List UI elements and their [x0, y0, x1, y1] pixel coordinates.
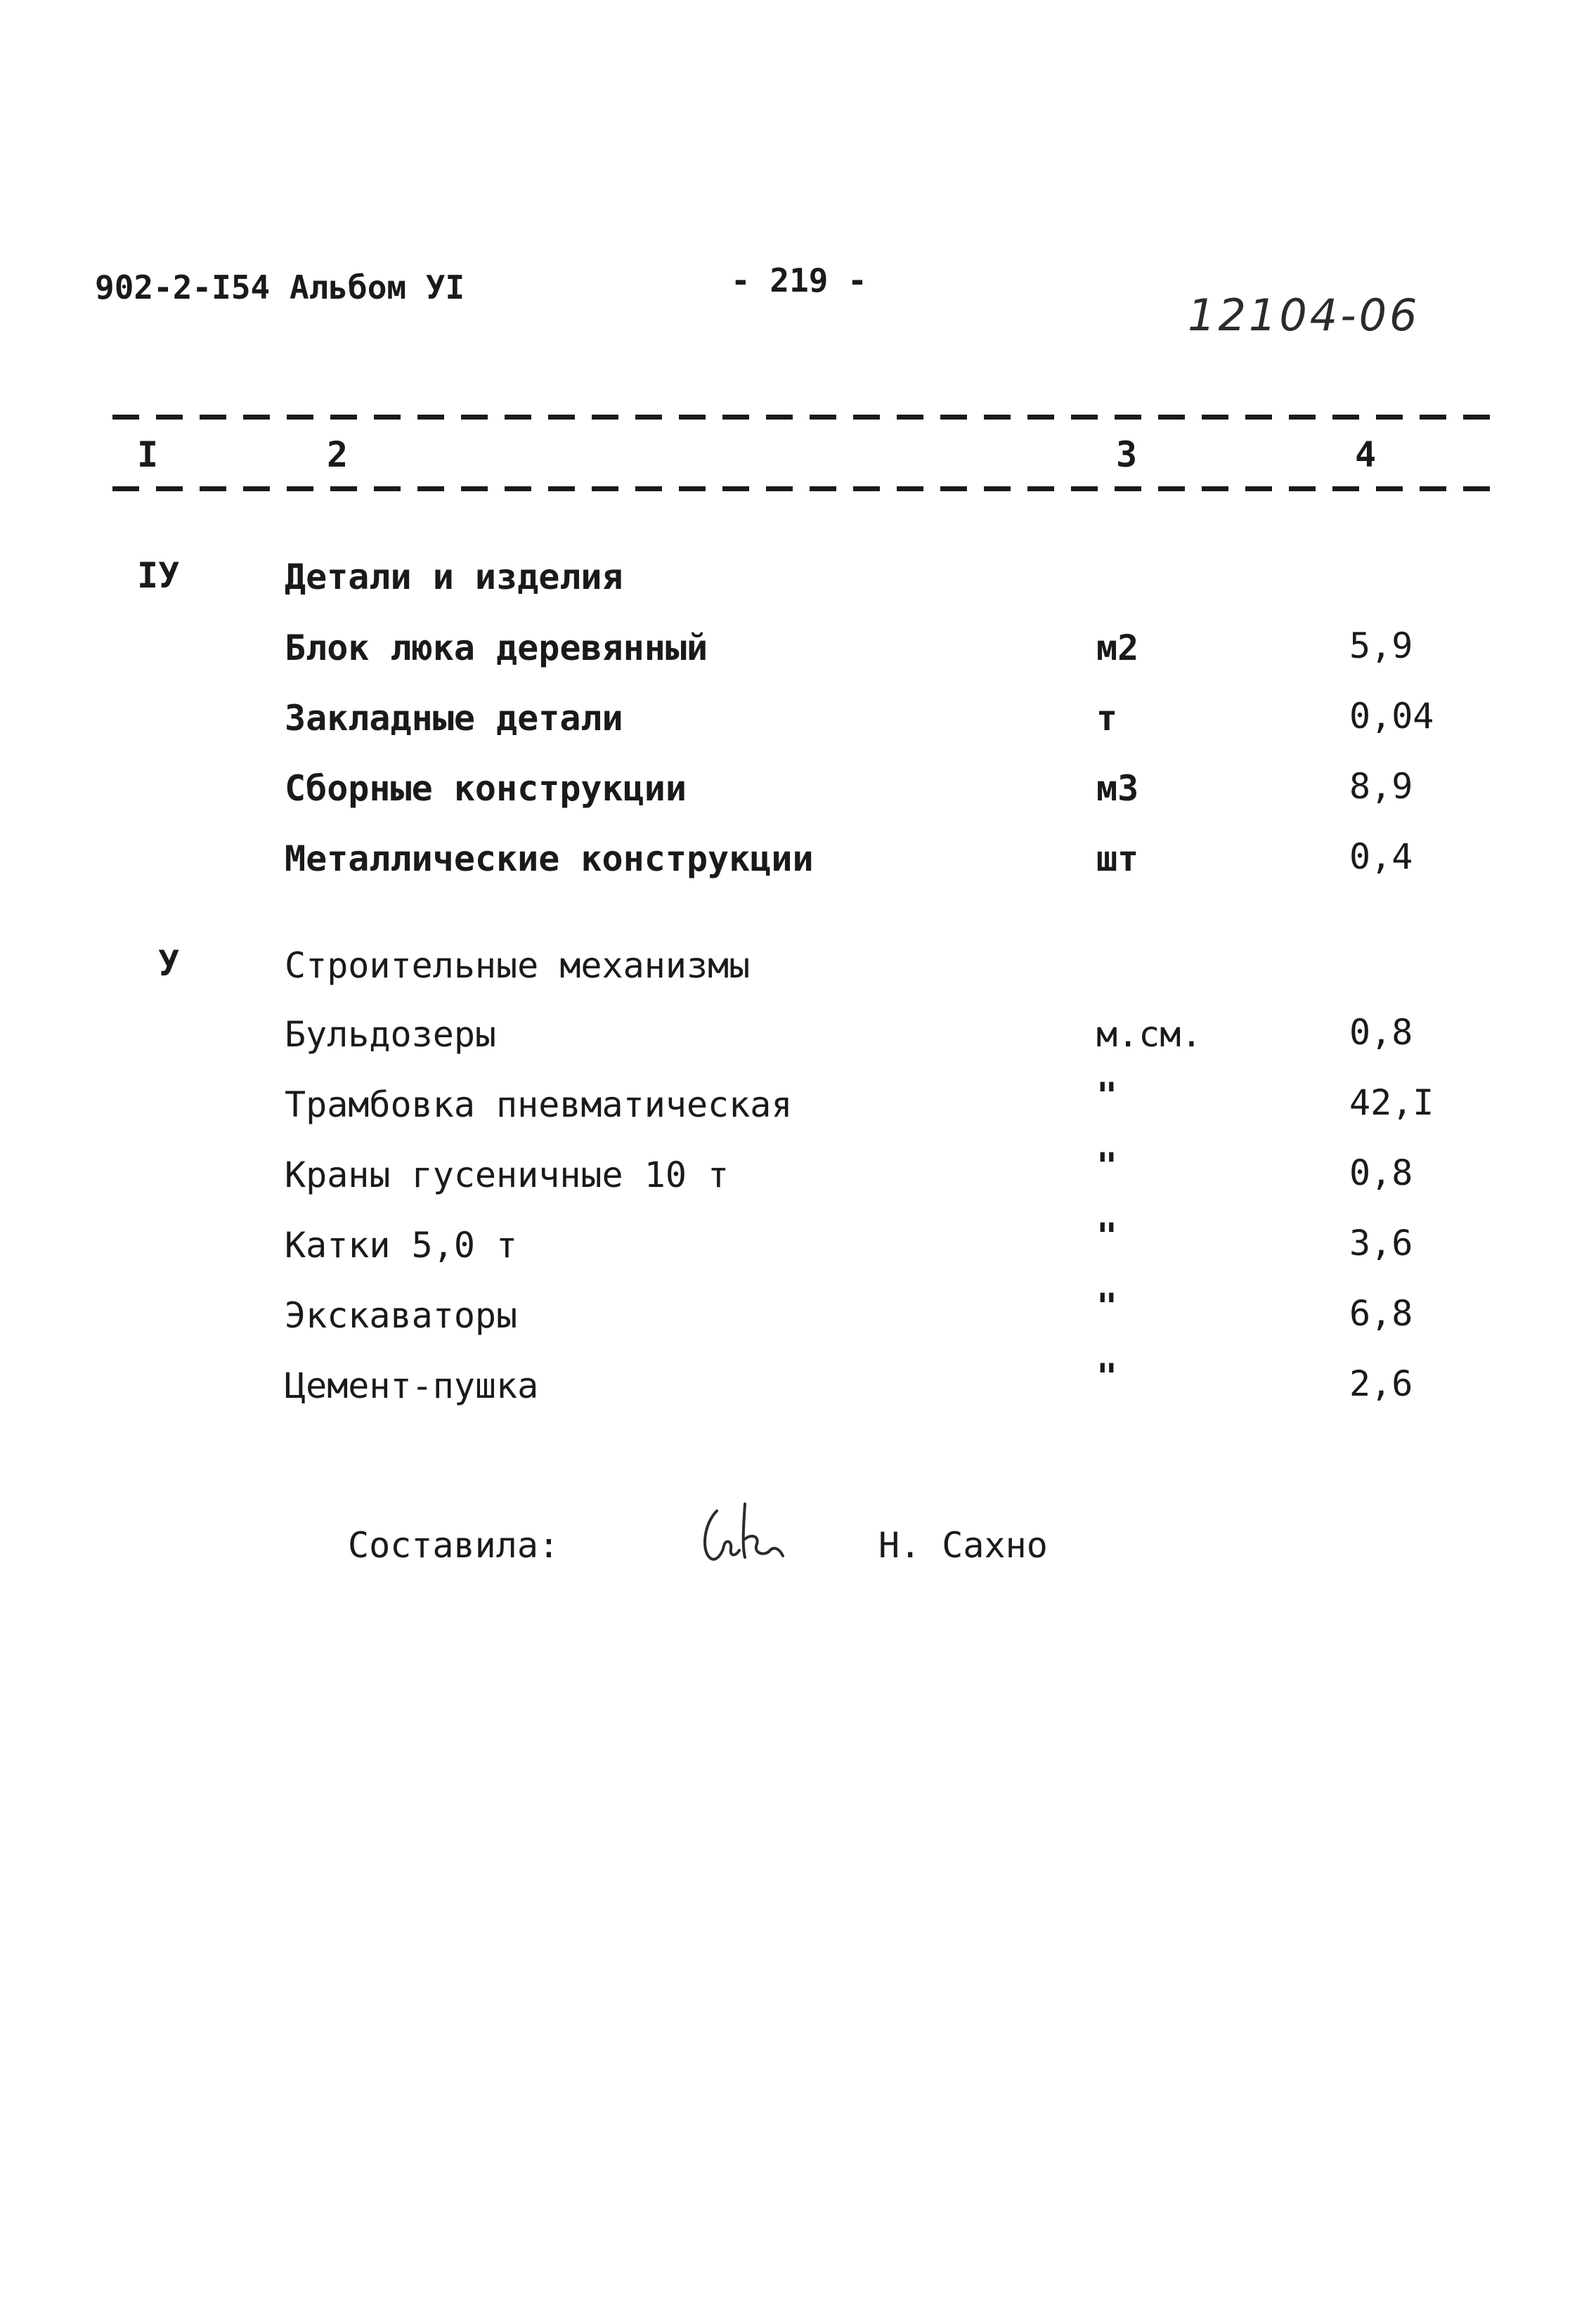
- row-unit: шт: [1096, 838, 1139, 879]
- row-value: 0,8: [1349, 1012, 1413, 1053]
- row-unit: м.см.: [1096, 1014, 1202, 1055]
- row-name: Металлические конструкции: [285, 838, 814, 879]
- compiled-by-label: Составила:: [348, 1525, 560, 1566]
- column-header-3: 3: [1116, 434, 1138, 475]
- row-value: 5,9: [1349, 625, 1413, 666]
- row-unit: ": [1096, 1286, 1118, 1327]
- row-name: Катки 5,0 т: [285, 1225, 518, 1266]
- row-unit: т: [1096, 698, 1118, 739]
- row-unit: ": [1096, 1145, 1118, 1186]
- document-code: 902-2-I54 Альбом УI: [95, 268, 465, 306]
- row-name: Сборные конструкции: [285, 768, 687, 809]
- row-unit: ": [1096, 1216, 1118, 1257]
- page-number: - 219 -: [731, 261, 867, 299]
- handwritten-number: 12104-06: [1188, 290, 1420, 341]
- row-name: Экскаваторы: [285, 1295, 518, 1336]
- section-code: У: [158, 943, 180, 984]
- row-value: 42,I: [1349, 1082, 1434, 1123]
- row-value: 6,8: [1349, 1293, 1413, 1334]
- row-value: 0,04: [1349, 696, 1434, 736]
- row-unit: ": [1096, 1356, 1118, 1397]
- row-value: 8,9: [1349, 766, 1413, 807]
- row-name: Цемент-пушка: [285, 1365, 539, 1406]
- column-header-2: 2: [327, 434, 349, 475]
- row-name: Бульдозеры: [285, 1014, 497, 1055]
- row-unit: м3: [1096, 768, 1139, 809]
- row-value: 0,4: [1349, 836, 1413, 877]
- dashed-rule-bottom: [112, 486, 1504, 491]
- row-value: 0,8: [1349, 1153, 1413, 1193]
- column-header-1: I: [137, 434, 159, 475]
- row-value: 2,6: [1349, 1363, 1413, 1404]
- row-value: 3,6: [1349, 1223, 1413, 1264]
- row-name: Трамбовка пневматическая: [285, 1084, 793, 1125]
- row-unit: м2: [1096, 628, 1139, 668]
- compiler-name: Н. Сахно: [878, 1525, 1048, 1566]
- row-name: Блок люка деревянный: [285, 628, 708, 668]
- section-title: Детали и изделия: [285, 557, 623, 597]
- section-title: Строительные механизмы: [285, 945, 751, 986]
- row-unit: ": [1096, 1075, 1118, 1116]
- handwritten-signature: [696, 1497, 801, 1574]
- row-name: Краны гусеничные 10 т: [285, 1155, 729, 1195]
- section-code: IУ: [137, 555, 180, 596]
- column-header-4: 4: [1355, 434, 1377, 475]
- row-name: Закладные детали: [285, 698, 623, 739]
- dashed-rule-top: [112, 415, 1504, 420]
